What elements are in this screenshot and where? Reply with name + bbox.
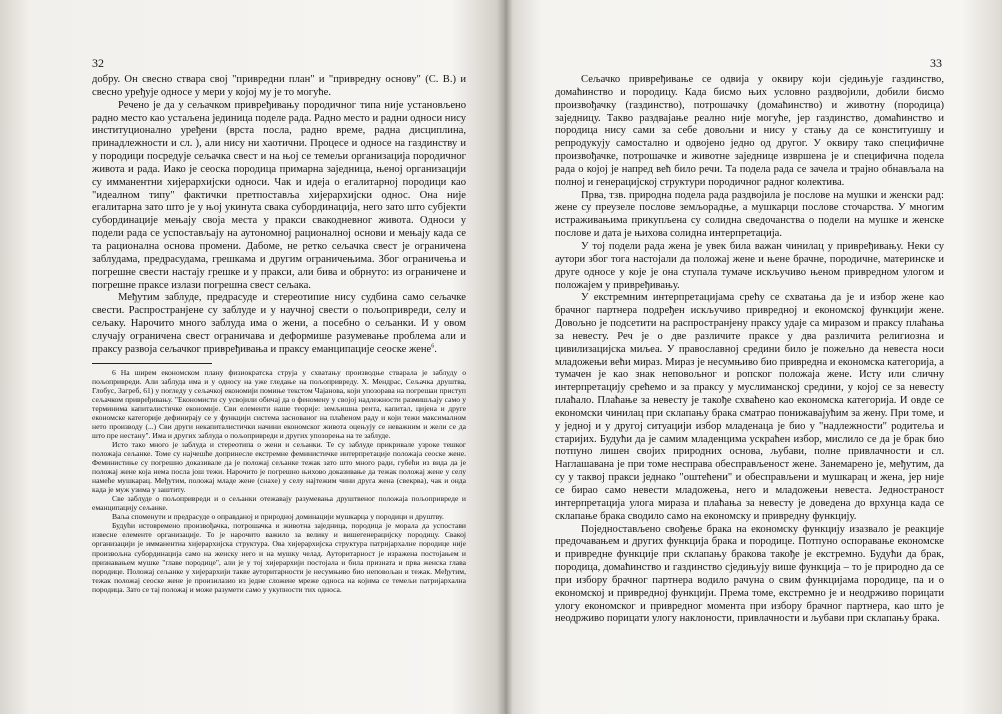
right-page bbox=[510, 0, 1002, 714]
footnote-4: Ваља споменути и предрасуде о оправданој и природној доминацији мушкарца у породици и друштву. bbox=[112, 512, 444, 522]
right-paragraph-5: Поједностављено свођење брака на економску функцију изазвало је реакције предочавањем и других функција брака и породице. Потпуно оспоравање економске и привредне функције при склапању бракова такође је екстремно. Будући да брак, породица, домаћинство и газдинство сједињују више функција – то је природно да се при избору брачног партнера водило рачуна о свим функцијама породице, па и о економској и привредној функцији. Према томе, екстремно је и неодрживо порицати улогу економског и привредног момента при избору брачног партнера, као што је неодрживо порицати улогу наклоности, привлачности и љубави при склапању брака. bbox=[555, 523, 944, 625]
footnote-3: Све заблуде о пољопривреди и о сељанки отежавају разумевања друштвеног положаја пољопривреде и еманципацију сељанке. bbox=[92, 494, 466, 513]
footnote-1: 6 На ширем економском плану физиократска струја у схватању производње стварала је заблуду о пољопривреди. Али заблуда има и у односу на уже гледање на пољопривреду. Х. Мендрас, Сељачка друштва, Глобус, Загреб, 61) у погледу у сељачкој економији помиње текстом Чајанова, који упозорава на погрешан приступ сељачком привређивању. "Економисти су усвојили обичај да о феномену у својој надлежности размишљају само у терминима капиталистичке економије. Сви елементи наше теорије: земљишна рента, капитал, цијена и друге економске категорије дефинирају се у функцији система заснованог на плаћеном раду и који тежи максималном нето производу (...) Сви други некапиталистички начини економског живота оцењују се неважним и жели се да што пре нестану". Има и других заблуда о пољопривреди и других упозорења на те заблуде. bbox=[92, 367, 466, 440]
left-body-text bbox=[92, 74, 466, 357]
left-paragraph-3-text: Међутим заблуде, предрасуде и стереотипие нису судбина само сељачке свести. Распространјене су заблуде и у научној свести о пољопривреди, селу и сељаку. Нарочито много заблуда има о жени, а посебно о сељанки. И у овом случају ограничена свест ограничава и деформише разумевање проблема али и праксу развоја сељачког привређивања и праксу еманципације сеоске жене bbox=[92, 292, 466, 355]
right-paragraph-1: Сељачко привређивање се одвија у оквиру који сједињује газдинство, домаћинство и породицу. Када бисмо њих условно раздвојили, добили бисмо произвођачку (газдинство), потрошачку (домаћинство) и животну (породица) заједницу. Такво раздвајање реално није могуће, јер газдинство, домаћинство и породица нису сами за себе довољни и нису у стању да се конституишу и репродукују самостално и одвојено једно од другог. У оквиру тако специфичне произвођачке, потрошачке и животне заједнице извршена је и специфична подела рада о којој је напред већ било речи. Та подела рада се зачела и трајно обнављала на полној и генерацијској структури породичног радног колектива. bbox=[555, 74, 944, 188]
page-number-left: 32 bbox=[92, 56, 104, 70]
footnote-marker: 6 bbox=[431, 343, 435, 350]
left-paragraph-3: Међутим заблуде, предрасуде и стереотипие нису судбина само сељачке свести. Распространјене су заблуде и у научној свести о пољопривреди, селу и сељаку. Нарочито много заблуда има о жени, а посебно о сељанки. И у овом случају ограничена свест ограничава и деформише разумевање проблема али и праксу развоја сељачког привређивања и праксу еманципације сеоске жене$^6$. bbox=[92, 292, 466, 355]
left-paragraph-2: Речено је да у сељачком привређивању породичног типа није установљено радно место као устаљена јединица поделе рада. Радно место и радни односи нису институционално уређени (врста посла, радно време, радна дисциплина, принадлежности и сл. ), али нису ни хаотични. Процесе и односе на газдинству и у породици посредује сељачка свест и на њој се темељи организација породичног живота и рада. Иако је сеоска породица примарна заједница, њеној организацији су имманентни хијерархијски односи. Чак и идеја о егалитарној породици као "идеалном типу" фактички претпоставља хијерархијски однос. Она није егалитарна зато што је у њој укинута свака субординација, него зато што субјекти субординације мењају своја места у пракси свакодневног живота. Односи у подели рада се успостављају на аутономној рационалној основи и мењају када се та рационална основа промени. Дабоме, не ретко сељачка свест је ограничена заблудама, предрасудама, грешкама и другим ограничењима. Због ограничења и погрешне свести настају грешке и у пракси, али бива и обрнуто: из ограничене и погрешне праксе излази погрешна свест сељака. bbox=[92, 99, 466, 291]
left-page bbox=[0, 0, 500, 714]
left-paragraph-1: добру. Он свесно ствара свој "привредни план" и "привредну основу" (С. В.) и свесно уређује односе у мери у којој му је то могуће. bbox=[92, 74, 466, 98]
right-paragraph-3: У тој подели рада жена је увек била важан чинилац у привређивању. Неки су аутори због тога настојали да положај жене и њене брачне, породичне, материнске и друге односе у које је она ступала тумаче искључиво њеном привредном улогом и положајем у привређивању. bbox=[555, 240, 944, 291]
right-body-text bbox=[555, 74, 944, 626]
right-paragraph-2: Прва, тзв. природна подела рада раздвојила је послове на мушки и женски рад: жене су преузеле послове земљорадње, а мушкарци послове сточарства. У многим истраживањима прикупљена су солидна сведочанства о подели на мушке и женске послове и дата је њихова солидна интерпретација. bbox=[555, 189, 944, 240]
page-number-right: 33 bbox=[930, 56, 942, 70]
right-paragraph-4: У екстремним интерпретацијама срећу се схватања да је и избор жене као брачног партнера подређен искључиво привредној и економској функцији жене. Довољно је подсетити на распространјену праксу удаје са миразом и праксу плаћања за невесту. Реч је о две различите праксе у два различита религиозна и цивилизацијска миљеа. У православној средини било је пожељно да невеста носи младожењи већи мираз. Мираз је несумњиво био привредна и економска категорија, а тумачен је као знак неповољног и ропског положаја жене. Исту или сличну интерпретацију срећемо и за праксу у муслиманској средини, у којој се за невесту плаћало. Плаћање за невесту је такође схваћено као економска категорија. И овде се економски чинилац при склапању брака сматрао понижавајућим за жену. При томе, и у једној и у другој ситуацији избор младенаца је био у "надлежности" родитеља и старијих. Будући да је самим младенцима ускраћен избор, мислило се да је брак био потпуно лишен својих природних основа, љубави, полне привлачности и сл. Наглашавана је при томе несправа обесправљеност жене. Занемарено је, међутим, да су у таквој пракси једнако "оштећени" и обесправљени и мушкарац и жена, јер није се бирао само невести младожења, него и младожењи невеста. Једностраност интерпретација улога мираза и плаћања за невесту је доведена до врхунца када се склапање брака сводило само на економску и привредну функцију. bbox=[555, 292, 944, 522]
footnotes bbox=[92, 368, 466, 594]
footnote-2: Исто тако много је заблуда и стереотипа о жени и сељанки. Те су заблуде прикривале узроке тешког положаја сељанке. Томе су најчешће допринесле екстремне феминистичке интерпретације положаја сеоске жене. Феминистиње су погрешно доказивале да је положај сељанке тежак зато што много ради, губећи из вида да је положај жене која нема посла још тежи. Нарочито је погрешно њихово доказивање да тежак положај жене у селу намеће мушкарац. Међутим, положај младе жене (снахе) у селу најтежим чини друга жена (свекрва), чак и онда када је муж узима у заштиту. bbox=[92, 439, 466, 495]
footnote-5: Будући истовремено произвођачка, потрошачка и животна заједница, породица је морала да успостави извесне елементе организације. То је нарочито важило за велику и вишегенерацијску породицу. Свакој организацији је имманентна хијерархијска структура. Ова хијерархијска структура патријархалне породице није произвољна субординација само на женску него и на мушку челад. Ауторитарност је изражена постојањем и признавањем мушке "главе породице", али је у тој хијерархији постојала и била призната и прва женска глава породице. Положај сељанке у хијерархији такве ауторитарности је несумњиво био неповољан и тежак. Међутим, тежак положај сеоске жене је произилазио из једне сложене мреже односа на којима се темељи патријархална породица. Зато се тај положај и може разумети само у укупности тих односа. bbox=[92, 521, 466, 594]
footnote-divider bbox=[92, 363, 212, 364]
